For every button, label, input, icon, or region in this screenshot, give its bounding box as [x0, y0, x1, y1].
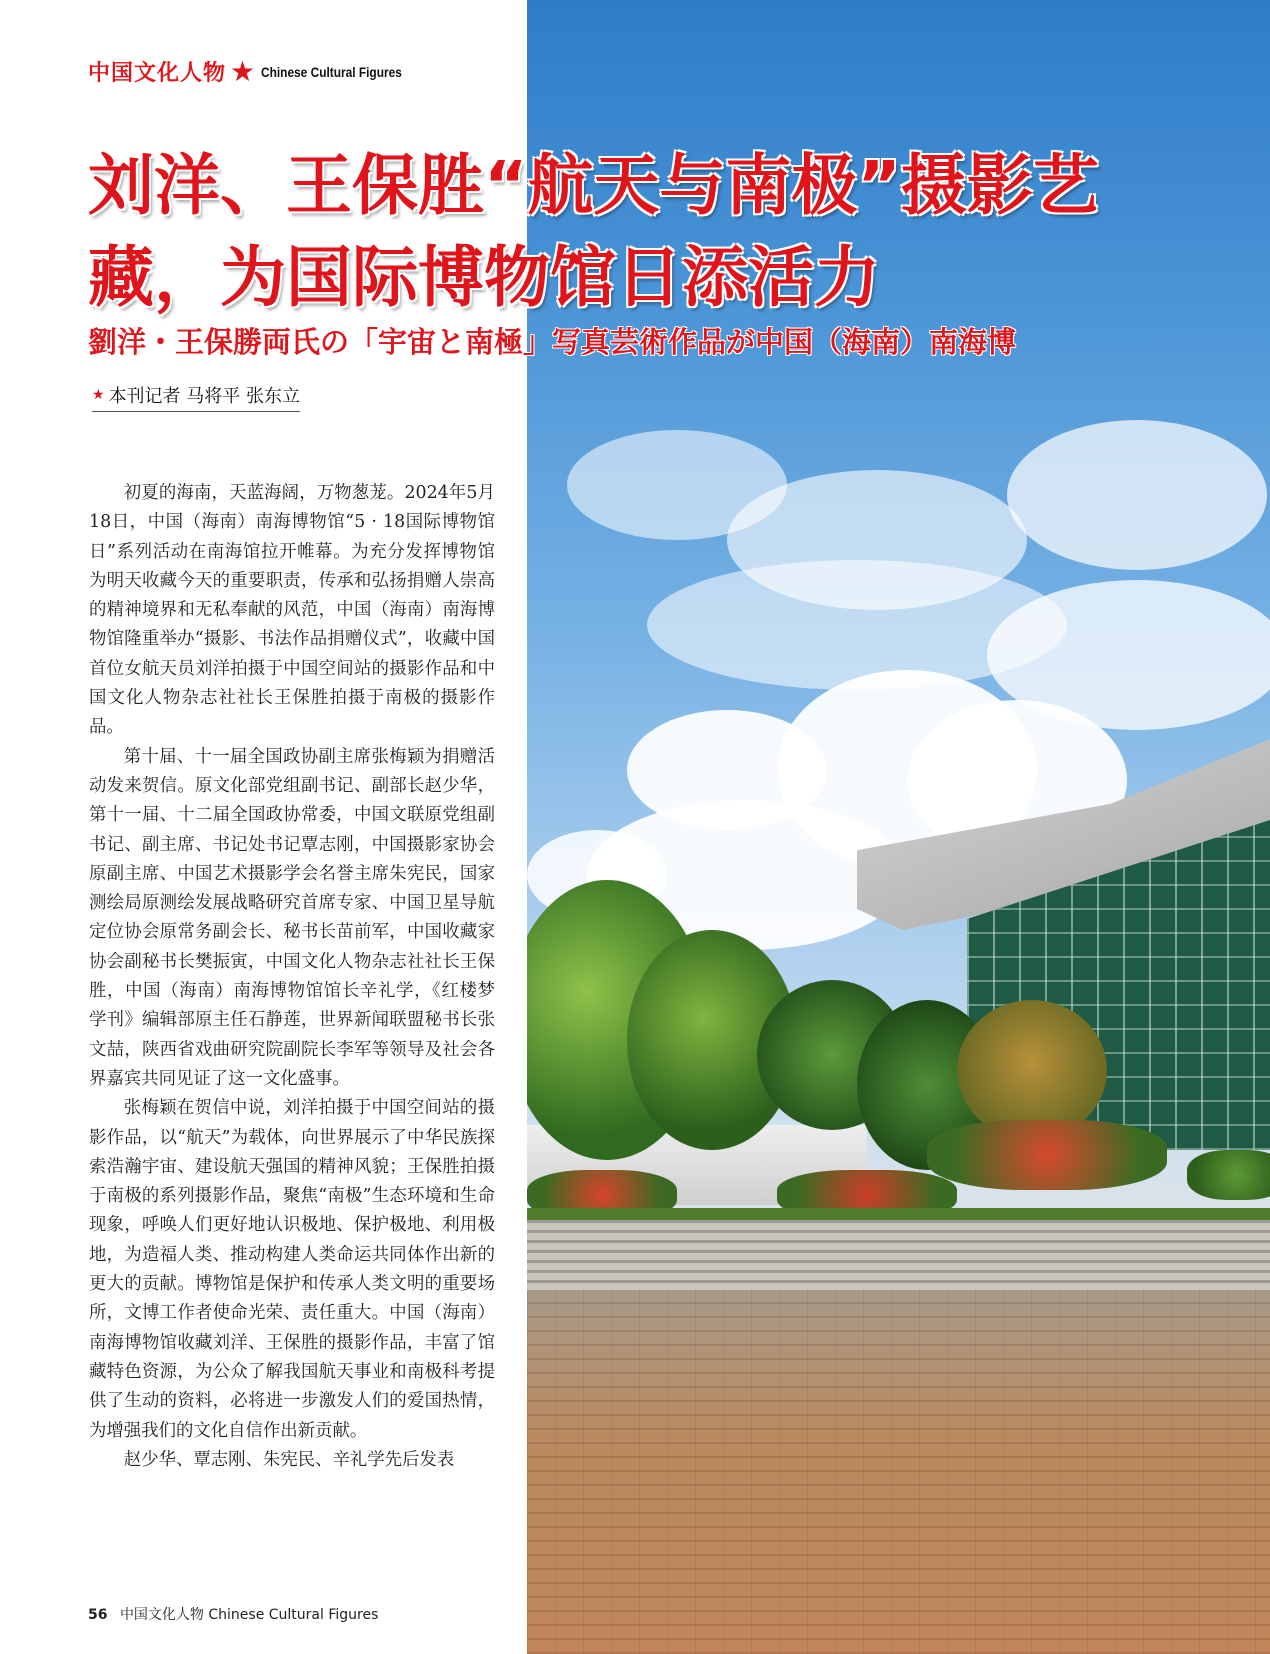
paragraph: 第十届、十一届全国政协副主席张梅颖为捐赠活动发来贺信。原文化部党组副书记、副部长赵少华，第十一届、十二届全国政协常委，中国文联原党组副书记、副主席、书记处书记覃志刚，中国摄影家协会原副主席、中国艺术摄影学会名誉主席朱宪民，国家测绘局原测绘发展战略研究首席专家、中国卫星导航定位协会原常务副会长、秘书长苗前军，中国收藏家协会副秘书长樊振寅，中国文化人物杂志社社长王保胜，中国（海南）南海博物馆馆长辛礼学，《红楼梦学刊》编辑部原主任石静莲，世界新闻联盟秘书长张文喆，陕西省戏曲研究院副院长李军等领导及社会各界嘉宾共同见证了这一文化盛事。 [89, 746, 495, 1089]
article-body [89, 479, 495, 1475]
paragraph: 赵少华、覃志刚、朱宪民、辛礼学先后发表 [123, 1449, 455, 1470]
paragraph: 张梅颖在贺信中说，刘洋拍摄于中国空间站的摄影作品，以“航天”为载体，向世界展示了中华民族探索浩瀚宇宙、建设航天强国的精神风貌；王保胜拍摄于南极的系列摄影作品，聚焦“南极”生态环境和生命现象，呼唤人们更好地认识极地、保护极地、利用极地，为造福人类、推动构建人类命运共同体作出新的更大的贡献。博物馆是保护和传承人类文明的重要场所，文博工作者使命光荣、责任重大。中国（海南）南海博物馆收藏刘洋、王保胜的摄影作品，丰富了馆藏特色资源，为公众了解我国航天事业和南极科考提供了生动的资料，必将进一步激发人们的爱国热情，为增强我们的文化自信作出新贡献。 [89, 1098, 495, 1441]
japanese-subtitle: 劉洋・王保勝両氏の「宇宙と南極」写真芸術作品が中国（海南）南海博 [88, 325, 1017, 359]
red-star-icon: ★ [230, 54, 256, 88]
title-line-1: 刘洋、王保胜“航天与南极”摄影艺 [88, 147, 1099, 224]
title-line-2: 藏，为国际博物馆日添活力 [88, 239, 880, 316]
paragraph: 初夏的海南，天蓝海阔，万物葱茏。2024年5月18日，中国（海南）南海博物馆“5 · 18国际博物馆日”系列活动在南海馆拉开帷幕。为充分发挥博物馆为明天收藏今天的重要职责，传承和弘扬捐赠人崇高的精神境界和无私奉献的风范，中国（海南）南海博物馆隆重举办“摄影、书法作品捐赠仪式”，收藏中国首位女航天员刘洋拍摄于中国空间站的摄影作品和中国文化人物杂志社社长王保胜拍摄于南极的摄影作品。 [89, 483, 495, 738]
article-title [88, 140, 1270, 324]
byline-text: 本刊记者 马将平 张东立 [108, 386, 301, 407]
page-number: 56 [88, 1607, 108, 1623]
magazine-header [88, 56, 427, 87]
magazine-logo-cn: 中国文化人物 [88, 60, 227, 86]
plaza-pavement [527, 1290, 1270, 1654]
page-footer [88, 1604, 378, 1624]
star-icon: ★ [92, 387, 105, 403]
byline [92, 382, 300, 412]
footer-publication: 中国文化人物 Chinese Cultural Figures [119, 1607, 379, 1623]
magazine-logo-en: Chinese Cultural Figures [261, 63, 402, 80]
